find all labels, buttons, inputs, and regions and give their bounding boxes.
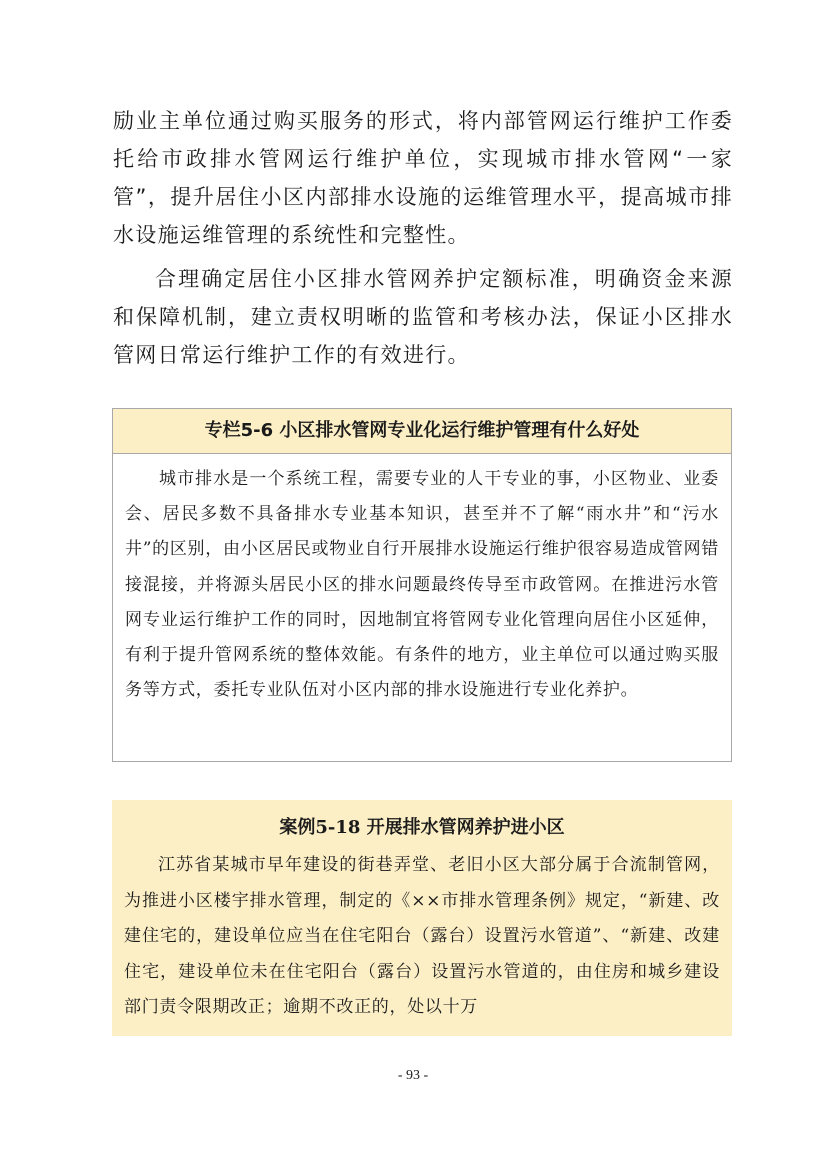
- case-box-title: 案例5-18 开展排水管网养护进小区: [279, 817, 565, 838]
- body-paragraph: 励业主单位通过购买服务的形式，将内部管网运行维护工作委托给市政排水管网运行维护单位，实现城市排水管网“一家管”，提升居住小区内部排水设施的运维管理水平，提高城市排水设施运维管理的系统性和完整性。: [113, 109, 733, 247]
- column-box-body: 城市排水是一个系统工程，需要专业的人干专业的事，小区物业、业委会、居民多数不具备排水专业基本知识，甚至并不了解“雨水井”和“污水井”的区别，由小区居民或物业自行开展排水设施运行维护很容易造成管网错接混接，并将源头居民小区的排水问题最终传导至市政管网。在推进污水管网专业运行维护工作的同时，因地制宜将管网专业化管理向居住小区延伸，有利于提升管网系统的整体效能。有条件的地方，业主单位可以通过购买服务等方式，委托专业队伍对小区内部的排水设施进行专业化养护。: [125, 469, 719, 701]
- column-box-title: 专栏5-6 小区排水管网专业化运行维护管理有什么好处: [113, 409, 731, 454]
- case-box: [112, 800, 732, 1036]
- column-box: [112, 408, 732, 762]
- page-number: - 93 -: [397, 1068, 429, 1083]
- case-box-body: 江苏省某城市早年建设的街巷弄堂、老旧小区大部分属于合流制管网，为推进小区楼宇排水管理，制定的《××市排水管理条例》规定，“新建、改建住宅的，建设单位应当在住宅阳台（露台）设置污水管道”、“新建、改建住宅，建设单位未在住宅阳台（露台）设置污水管道的，由住房和城乡建设部门责令限期改正；逾期不改正的，处以十万: [124, 855, 720, 1017]
- body-paragraph: 合理确定居住小区排水管网养护定额标准，明确资金来源和保障机制，建立责权明晰的监管和考核办法，保证小区排水管网日常运行维护工作的有效进行。: [113, 267, 733, 367]
